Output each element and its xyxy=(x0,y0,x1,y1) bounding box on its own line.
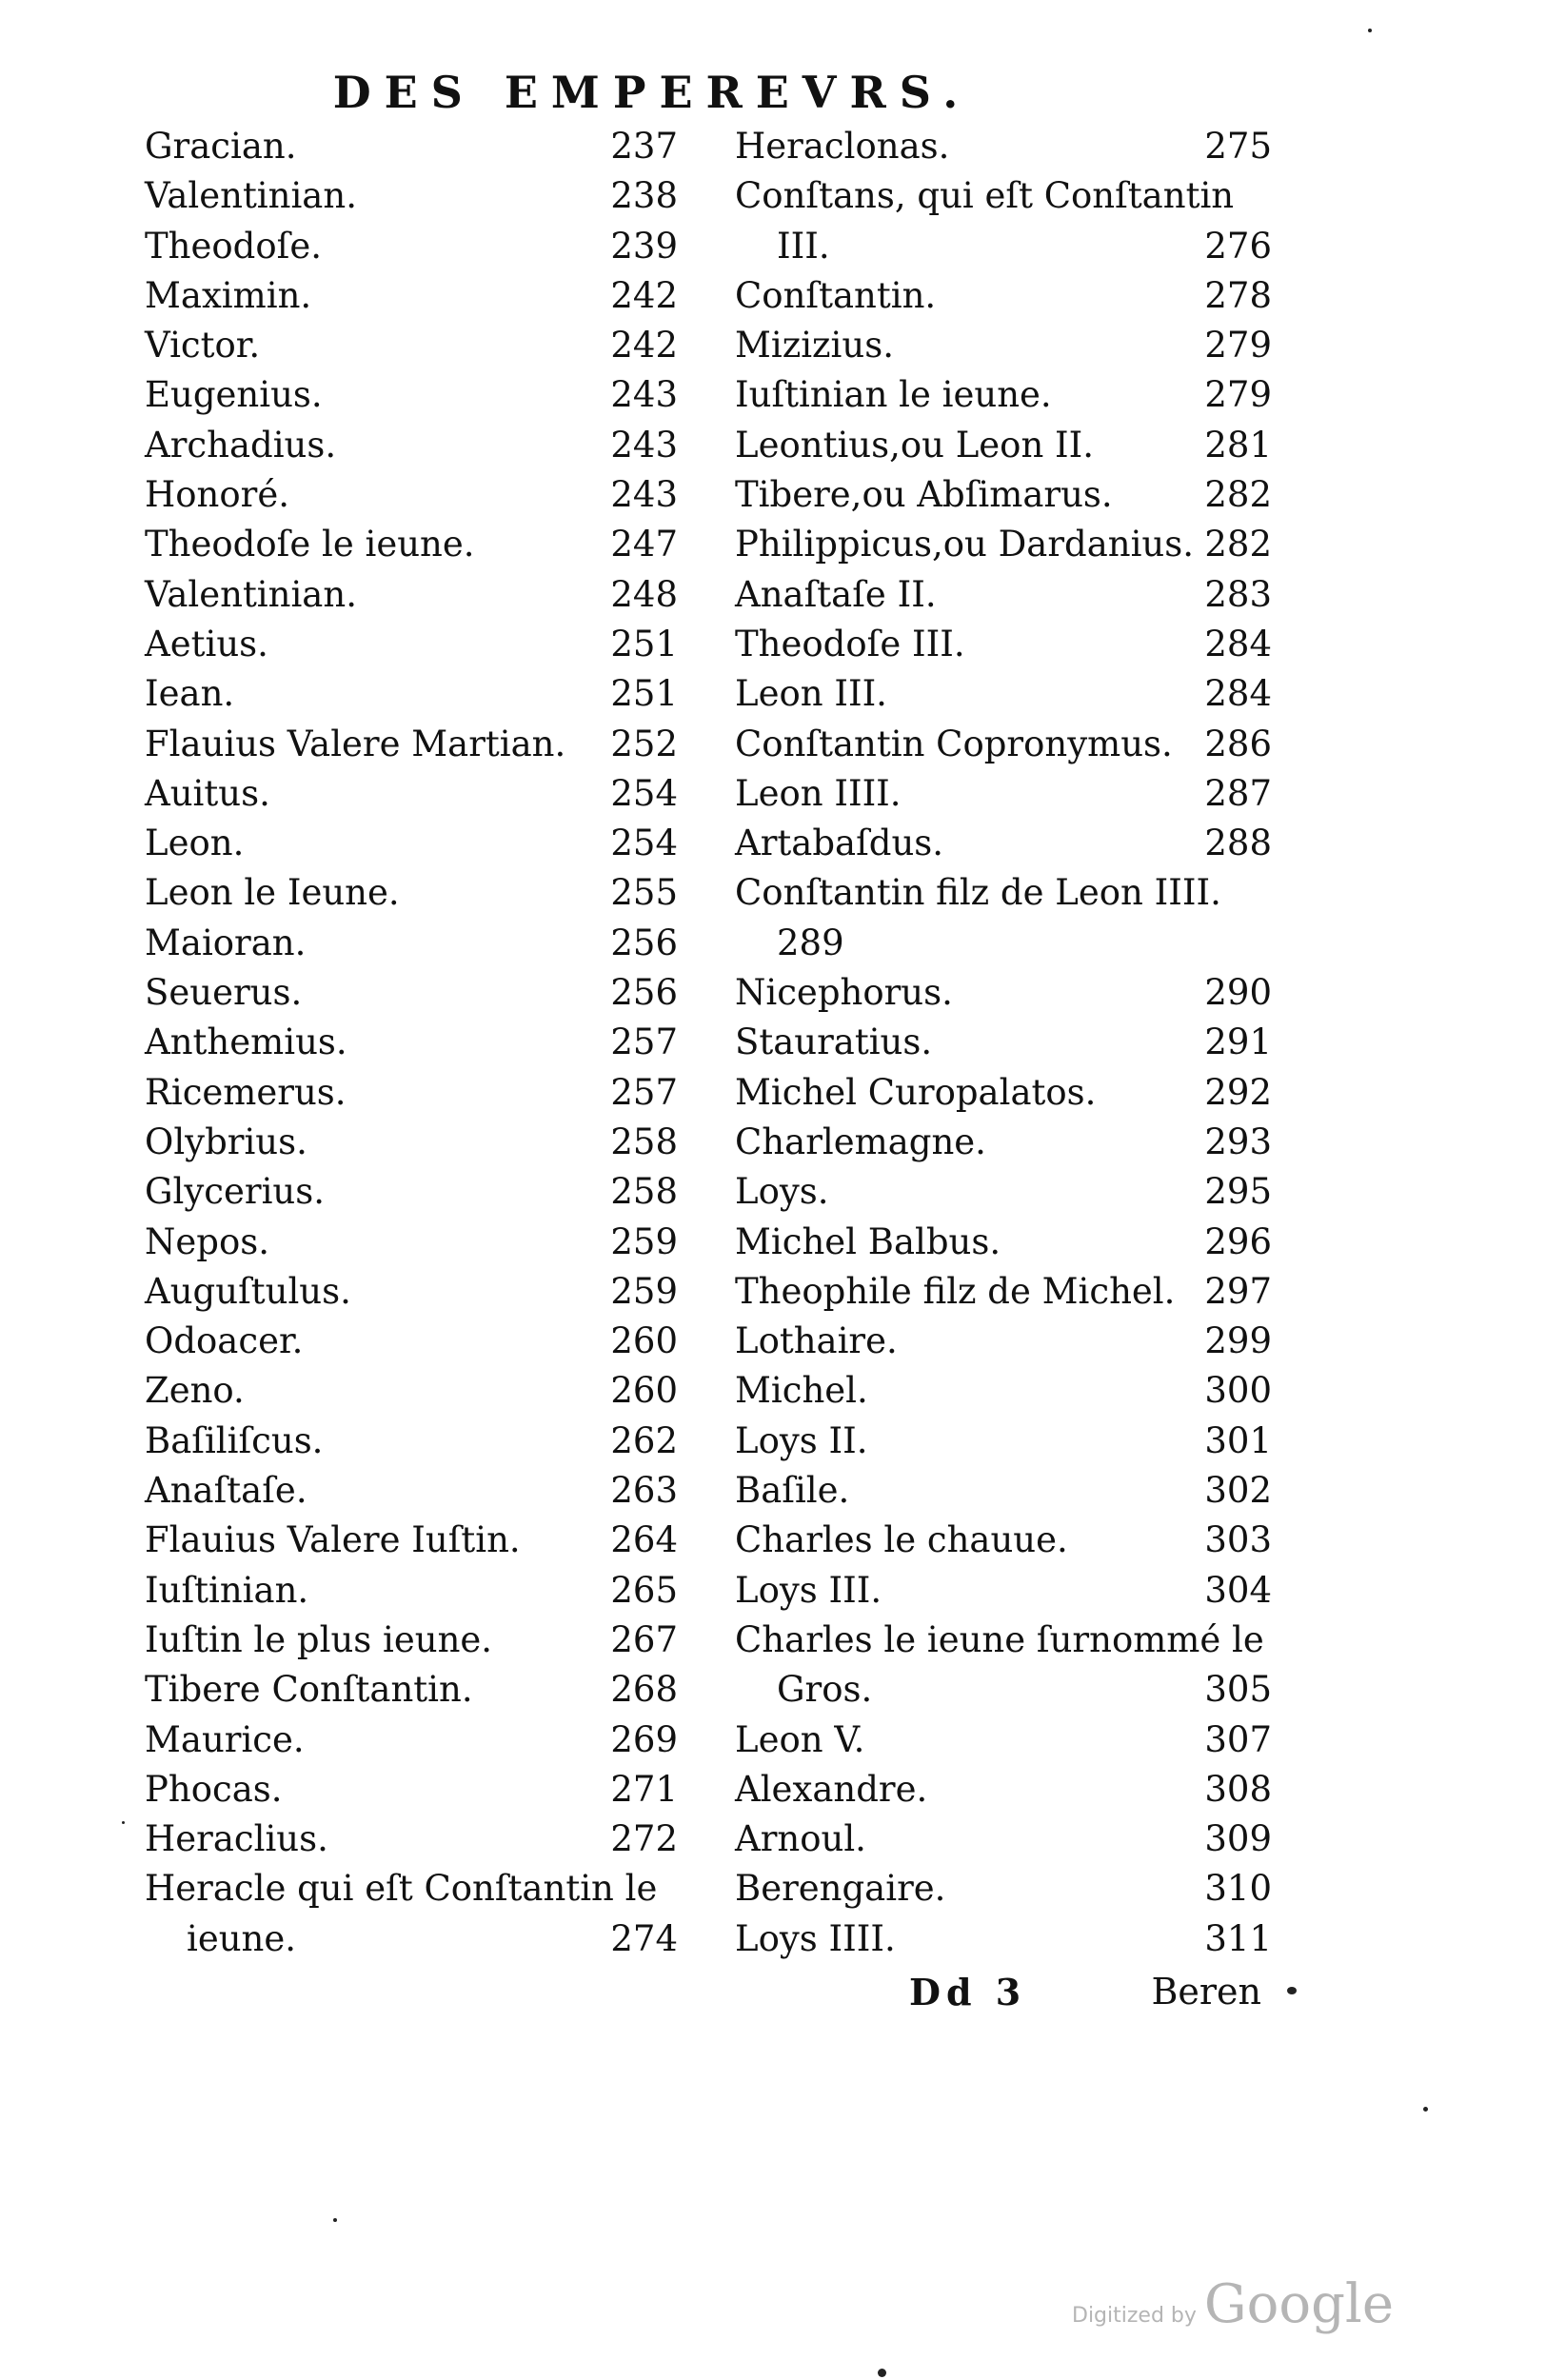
entry-page-number: 252 xyxy=(610,723,678,764)
entry-page-number: 251 xyxy=(610,673,678,715)
entry-name: Valentinian. xyxy=(145,573,357,615)
entry-name: Auitus. xyxy=(145,772,270,814)
index-entry xyxy=(145,1516,678,1565)
entry-name: Philippicus,ou Dardanius. xyxy=(735,524,1194,565)
entry-name: Leontius,ou Leon II. xyxy=(735,424,1095,466)
index-entry xyxy=(735,919,1272,968)
index-entry xyxy=(735,1516,1272,1565)
entry-name: Baſiliſcus. xyxy=(145,1419,324,1461)
entry-page-number: 255 xyxy=(610,872,678,914)
index-entry xyxy=(145,769,678,819)
index-entry xyxy=(735,669,1272,719)
index-entry xyxy=(735,769,1272,819)
index-entry xyxy=(145,1665,678,1715)
entry-name: Aetius. xyxy=(145,623,268,664)
index-entry xyxy=(145,1914,678,1964)
index-entry xyxy=(145,1466,678,1516)
index-entry xyxy=(735,222,1272,271)
index-entry xyxy=(145,968,678,1018)
entry-name: Ricemerus. xyxy=(145,1071,347,1113)
index-entry xyxy=(145,370,678,420)
entry-name: Archadius. xyxy=(145,424,337,466)
entry-name: ieune. xyxy=(187,1917,297,1959)
entry-page-number: 295 xyxy=(1204,1171,1272,1213)
entry-page-number: 238 xyxy=(610,175,678,217)
entry-name: Leon III. xyxy=(735,673,887,715)
signature-mark xyxy=(909,1971,1026,2013)
entry-name: Leon V. xyxy=(735,1718,865,1760)
index-entry xyxy=(145,1167,678,1217)
entry-name: Gracian. xyxy=(145,126,297,167)
index-entry xyxy=(145,271,678,321)
entry-name: Odoacer. xyxy=(145,1320,304,1362)
page-footer xyxy=(909,1971,1261,2013)
entry-name: Anaſtaſe. xyxy=(145,1470,307,1512)
entry-page-number: 267 xyxy=(610,1618,678,1660)
signature-number: 3 xyxy=(995,1971,1027,2013)
entry-page-number: 307 xyxy=(1204,1718,1272,1760)
entry-page-number: 278 xyxy=(1204,274,1272,316)
entry-page-number: 265 xyxy=(610,1569,678,1611)
index-entry xyxy=(145,1068,678,1118)
entry-name: Victor. xyxy=(145,325,261,367)
right-index-column xyxy=(735,122,1272,1964)
entry-name: Eugenius. xyxy=(145,374,323,416)
entry-name: Auguſtulus. xyxy=(145,1270,351,1312)
index-entry xyxy=(735,1815,1272,1864)
entry-page-number: 264 xyxy=(610,1519,678,1561)
index-entry xyxy=(735,1765,1272,1815)
index-entry xyxy=(735,968,1272,1018)
entry-page-number: 291 xyxy=(1204,1021,1272,1063)
index-entry xyxy=(735,1218,1272,1267)
index-entry xyxy=(735,1366,1272,1416)
index-entry xyxy=(145,122,678,171)
index-entry xyxy=(145,470,678,520)
index-entry xyxy=(735,1417,1272,1466)
entry-name: Artabaſdus. xyxy=(735,823,944,864)
index-entry xyxy=(735,271,1272,321)
entry-name: Theodoſe III. xyxy=(735,623,965,664)
index-entry xyxy=(145,919,678,968)
entry-name: Loys III. xyxy=(735,1569,882,1611)
entry-page-number: 258 xyxy=(610,1121,678,1162)
entry-page-number: 262 xyxy=(610,1419,678,1461)
index-entry xyxy=(735,1068,1272,1118)
entry-page-number: 284 xyxy=(1204,673,1272,715)
entry-page-number: 279 xyxy=(1204,374,1272,416)
entry-name: Loys II. xyxy=(735,1419,868,1461)
watermark-prefix: Digitized by xyxy=(1072,2304,1197,2328)
entry-name: Theodoſe. xyxy=(145,225,322,267)
index-entry xyxy=(735,171,1272,221)
ink-speck xyxy=(878,2369,886,2377)
entry-page-number: 274 xyxy=(610,1917,678,1959)
entry-page-number: 299 xyxy=(1204,1320,1272,1362)
entry-name: Glycerius. xyxy=(145,1171,326,1213)
entry-page-number: 242 xyxy=(610,325,678,367)
entry-page-number: 279 xyxy=(1204,325,1272,367)
entry-name: Lothaire. xyxy=(735,1320,898,1362)
entry-page-number: 243 xyxy=(610,374,678,416)
entry-page-number: 284 xyxy=(1204,623,1272,664)
index-entry xyxy=(145,1366,678,1416)
index-entry xyxy=(735,1167,1272,1217)
entry-name: Maximin. xyxy=(145,274,312,316)
ink-speck xyxy=(1423,2107,1428,2112)
index-entry xyxy=(735,1616,1272,1665)
entry-page-number: 309 xyxy=(1204,1818,1272,1860)
entry-page-number: 293 xyxy=(1204,1121,1272,1162)
entry-page-number: 308 xyxy=(1204,1768,1272,1810)
entry-name: Berengaire. xyxy=(735,1868,946,1910)
index-entry xyxy=(735,1716,1272,1765)
entry-page-number: 290 xyxy=(1204,972,1272,1014)
index-entry xyxy=(735,1864,1272,1914)
entry-name: Phocas. xyxy=(145,1768,283,1810)
index-entry xyxy=(145,1267,678,1317)
entry-name: Tibere Conſtantin. xyxy=(145,1669,473,1711)
entry-page-number: 260 xyxy=(610,1320,678,1362)
entry-name: Flauius Valere Iuſtin. xyxy=(145,1519,521,1561)
entry-page-number: 254 xyxy=(610,823,678,864)
entry-name: Iuſtinian le ieune. xyxy=(735,374,1052,416)
index-entry xyxy=(145,1765,678,1815)
entry-name: Anthemius. xyxy=(145,1021,347,1063)
entry-name: Zeno. xyxy=(145,1370,245,1412)
entry-page-number: 251 xyxy=(610,623,678,664)
entry-page-number: 239 xyxy=(610,225,678,267)
entry-page-number: 259 xyxy=(610,1220,678,1262)
entry-page-number: 260 xyxy=(610,1370,678,1412)
ink-speck xyxy=(1368,29,1372,32)
index-entry xyxy=(145,1118,678,1167)
signature-letters: Dd xyxy=(909,1971,978,2013)
entry-name: Valentinian. xyxy=(145,175,357,217)
entry-page-number: 263 xyxy=(610,1470,678,1512)
index-entry xyxy=(735,720,1272,769)
entry-page-number: 304 xyxy=(1204,1569,1272,1611)
entry-name: Conſtantin Copronymus. xyxy=(735,723,1173,764)
index-entry xyxy=(735,1317,1272,1366)
entry-name: Theodoſe le ieune. xyxy=(145,524,475,565)
entry-page-number: 243 xyxy=(610,424,678,466)
entry-page-number: 296 xyxy=(1204,1220,1272,1262)
index-entry xyxy=(735,321,1272,370)
entry-page-number: 292 xyxy=(1204,1071,1272,1113)
entry-name: Mizizius. xyxy=(735,325,894,367)
entry-page-number: 302 xyxy=(1204,1470,1272,1512)
entry-page-number: 287 xyxy=(1204,772,1272,814)
index-entry xyxy=(735,1566,1272,1616)
index-entry xyxy=(145,669,678,719)
entry-page-number: 269 xyxy=(610,1718,678,1760)
entry-name: Gros. xyxy=(777,1669,873,1711)
index-entry xyxy=(145,868,678,918)
index-entry xyxy=(735,421,1272,470)
entry-name: Theophile filz de Michel. xyxy=(735,1270,1176,1312)
ink-speck xyxy=(1287,1987,1297,1994)
entry-page-number: 275 xyxy=(1204,126,1272,167)
index-entry xyxy=(145,1317,678,1366)
entry-name: Conſtans, qui eſt Conſtantin xyxy=(735,175,1235,217)
entry-page-number: 271 xyxy=(610,1768,678,1810)
index-entry xyxy=(735,1665,1272,1715)
entry-name: Seuerus. xyxy=(145,972,303,1014)
entry-page-number: 256 xyxy=(610,972,678,1014)
entry-page-number: 301 xyxy=(1204,1419,1272,1461)
entry-page-number: 257 xyxy=(610,1021,678,1063)
entry-name: Charles le chauue. xyxy=(735,1519,1068,1561)
entry-name: Anaſtaſe II. xyxy=(735,573,937,615)
entry-page-number: 243 xyxy=(610,474,678,516)
entry-page-number: 256 xyxy=(610,922,678,963)
index-entry xyxy=(735,122,1272,171)
entry-page-number: 242 xyxy=(610,274,678,316)
index-entry xyxy=(145,620,678,669)
entry-page-number: 288 xyxy=(1204,823,1272,864)
digitization-watermark xyxy=(1072,2273,1394,2335)
entry-page-number: 311 xyxy=(1204,1917,1272,1959)
entry-name: Michel. xyxy=(735,1370,868,1412)
index-entry xyxy=(735,1118,1272,1167)
entry-name: Leon IIII. xyxy=(735,772,902,814)
entry-name: Heracle qui eſt Conſtantin le xyxy=(145,1868,658,1910)
entry-name: Olybrius. xyxy=(145,1121,307,1162)
entry-name: Honoré. xyxy=(145,474,289,516)
page-header: DES EMPEREVRS. xyxy=(332,67,972,118)
index-entry xyxy=(735,1018,1272,1067)
index-entry xyxy=(145,1864,678,1914)
entry-page-number: 281 xyxy=(1204,424,1272,466)
entry-name: Nepos. xyxy=(145,1220,269,1262)
index-entry xyxy=(735,620,1272,669)
entry-page-number: 258 xyxy=(610,1171,678,1213)
entry-page-number: 305 xyxy=(1204,1669,1272,1711)
entry-page-number: 303 xyxy=(1204,1519,1272,1561)
entry-page-number: 297 xyxy=(1204,1270,1272,1312)
index-entry xyxy=(145,171,678,221)
index-entry xyxy=(145,1417,678,1466)
entry-page-number: 286 xyxy=(1204,723,1272,764)
ink-speck xyxy=(333,2218,337,2222)
entry-page-number: 282 xyxy=(1204,524,1272,565)
entry-name: Maioran. xyxy=(145,922,307,963)
ink-speck xyxy=(122,1821,125,1824)
index-entry xyxy=(735,868,1272,918)
index-entry xyxy=(735,819,1272,868)
entry-page-number: 257 xyxy=(610,1071,678,1113)
index-entry xyxy=(735,470,1272,520)
entry-page-number: 268 xyxy=(610,1669,678,1711)
index-entry xyxy=(735,570,1272,620)
left-index-column xyxy=(145,122,678,1964)
entry-page-number: 259 xyxy=(610,1270,678,1312)
entry-name: Loys. xyxy=(735,1171,829,1213)
index-entry xyxy=(145,570,678,620)
entry-name: Alexandre. xyxy=(735,1768,928,1810)
entry-name: Tibere,ou Abſimarus. xyxy=(735,474,1113,516)
index-entry xyxy=(145,1616,678,1665)
entry-page-number: 272 xyxy=(610,1818,678,1860)
entry-name: Heraclius. xyxy=(145,1818,328,1860)
index-entry xyxy=(145,1815,678,1864)
entry-name: 289 xyxy=(777,922,844,963)
entry-name: III. xyxy=(777,225,830,267)
entry-name: Michel Curopalatos. xyxy=(735,1071,1097,1113)
entry-name: Arnoul. xyxy=(735,1818,866,1860)
entry-name: Iean. xyxy=(145,673,235,715)
entry-name: Conſtantin filz de Leon IIII. xyxy=(735,872,1221,914)
index-entry xyxy=(735,1466,1272,1516)
catchword: Beren xyxy=(1151,1971,1261,2013)
index-entry xyxy=(145,1218,678,1267)
index-entry xyxy=(145,720,678,769)
entry-name: Stauratius. xyxy=(735,1021,933,1063)
entry-page-number: 254 xyxy=(610,772,678,814)
entry-name: Heraclonas. xyxy=(735,126,950,167)
index-entry xyxy=(145,520,678,569)
entry-name: Iuſtin le plus ieune. xyxy=(145,1618,493,1660)
entry-name: Loys IIII. xyxy=(735,1917,896,1959)
index-entry xyxy=(145,222,678,271)
index-entry xyxy=(735,520,1272,569)
entry-page-number: 276 xyxy=(1204,225,1272,267)
index-entry xyxy=(735,1267,1272,1317)
entry-name: Maurice. xyxy=(145,1718,305,1760)
entry-name: Flauius Valere Martian. xyxy=(145,723,566,764)
index-entry xyxy=(145,1716,678,1765)
entry-page-number: 248 xyxy=(610,573,678,615)
index-entry xyxy=(145,1566,678,1616)
entry-name: Leon. xyxy=(145,823,245,864)
entry-page-number: 310 xyxy=(1204,1868,1272,1910)
entry-name: Nicephorus. xyxy=(735,972,953,1014)
entry-page-number: 237 xyxy=(610,126,678,167)
entry-name: Conſtantin. xyxy=(735,274,937,316)
entry-page-number: 283 xyxy=(1204,573,1272,615)
index-entry xyxy=(735,1914,1272,1964)
entry-name: Iuſtinian. xyxy=(145,1569,309,1611)
entry-name: Charlemagne. xyxy=(735,1121,986,1162)
watermark-logo: Google xyxy=(1203,2273,1394,2335)
entry-name: Michel Balbus. xyxy=(735,1220,1001,1262)
index-entry xyxy=(735,370,1272,420)
index-entry xyxy=(145,819,678,868)
entry-page-number: 282 xyxy=(1204,474,1272,516)
index-entry xyxy=(145,321,678,370)
entry-page-number: 247 xyxy=(610,524,678,565)
entry-name: Charles le ieune ſurnommé le xyxy=(735,1618,1264,1660)
entry-page-number: 300 xyxy=(1204,1370,1272,1412)
entry-name: Leon le Ieune. xyxy=(145,872,400,914)
index-entry xyxy=(145,1018,678,1067)
index-entry xyxy=(145,421,678,470)
entry-name: Baſile. xyxy=(735,1470,850,1512)
